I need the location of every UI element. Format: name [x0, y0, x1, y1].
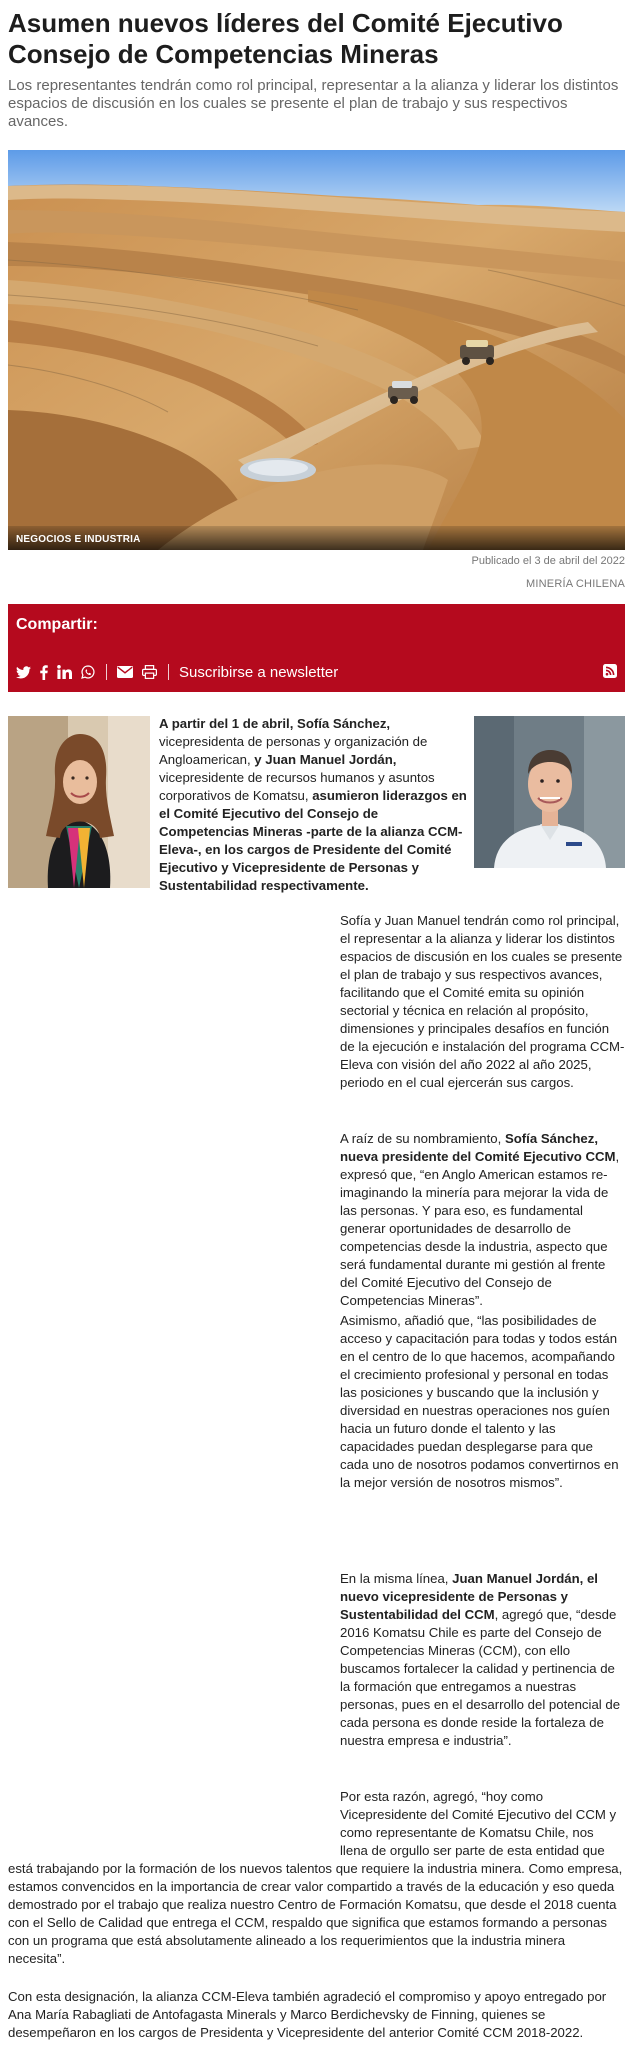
share-bar — [8, 604, 625, 692]
body-paragraph-6: Con esta designación, la alianza CCM-Eleva también agradeció el compromiso y apoyo entregado por Ana María Rabagliati de Antofagasta Minerals y Marco Berdichevsky de Finning, quienes se desempeñaron en los cargos de Presidenta y Vicepresidente del anterior Comité CCM 2018-2022. — [8, 1989, 607, 2040]
body-paragraph-5-continued: está trabajando por la formación de los nuevos talentos que requiere la industria minera. Como empresa, estamos convencidos en la importancia de crear valor compartido a través de la educación y eso queda demostrado por el trabajo que realiza nuestro Centro de Formación Komatsu, que desde el 2018 cuenta con el Sello de Calidad que entrega el CCM, respaldo que significa que estamos formando a personas con un programa que está absolutamente alineado a los requerimientos que la industria minera necesita”. — [8, 1861, 623, 1966]
body-paragraph-4: En la misma línea, Juan Manuel Jordán, el nuevo vicepresidente de Personas y Sustentabilidad del CCM, agregó que, “desde 2016 Komatsu Chile es parte del Consejo de Competencias Mineras (CCM), con ello buscamos fortalecer la calidad y pertinencia de la formación que entregamos a nuestras personas, pues en el desarrollo del potencial de cada persona es donde reside la fortaleza de nuestra empresa e industria”. — [340, 1571, 621, 1748]
source-label: MINERÍA CHILENA — [526, 578, 625, 590]
body-paragraph-1: Sofía y Juan Manuel tendrán como rol principal, el representar a la alianza y liderar los distintos espacios de discusión en los cuales se presente el plan de trabajo y sus respectivos avances, facilitando que el Comité emita su opinión sectorial y técnica en relación al propósito, dimensiones y principales desafíos en función de la ejecución e instalación del programa CCM-Eleva con visión del año 2022 al año 2025, periodo en el cual ejercerán sus cargos. — [340, 913, 625, 1090]
share-title: Compartir: — [16, 616, 98, 633]
bold-text: y Juan Manuel Jordán, — [254, 752, 397, 767]
body-paragraph-3: Asimismo, añadió que, “las posibilidades de acceso y capacitación para todas y todos están en el centro de lo que hacemos, acompañando el crecimiento profesional y personal en todas las posiciones y buscando que la inclusión y diversidad en nuestras operaciones nos guíen hacia un futuro donde el talento y las capacidades puedan desplegarse para que cada uno de nosotros podamos convertirnos en la mejor versión de nosotros mismos”. — [340, 1313, 619, 1490]
intro-paragraph: A partir del 1 de abril, Sofía Sánchez, vicepresidenta de personas y organización de Angloamerican, y Juan Manuel Jordán, vicepresidente de recursos humanos y asuntos corporativos de Komatsu, asumieron liderazgos en el Comité Ejecutivo del Consejo de Competencias Mineras -parte de la alianza CCM-Eleva-, en los cargos de Presidente del Comité Ejecutivo y Vicepresidente de Personas y Sustentabilidad respectivamente. — [159, 716, 467, 893]
rss-icon[interactable] — [603, 664, 617, 683]
share-divider — [168, 664, 169, 680]
twitter-icon[interactable] — [16, 666, 31, 679]
body-paragraph-2: A raíz de su nombramiento, Sofía Sánchez, nueva presidente del Comité Ejecutivo CCM, expresó que, “en Anglo American estamos re-imaginando la minería para mejorar la vida de las personas. Y para eso, es fundamental generar oportunidades de desarrollo de competencias desde la industria, aspecto que será fundamental durante mi gestión al frente del Comité Ejecutivo del Consejo de Competencias Mineras”. — [340, 1131, 620, 1308]
linkedin-icon[interactable] — [57, 665, 72, 679]
hero-image — [8, 150, 625, 550]
portrait-juan-manuel-jordan — [474, 716, 625, 868]
mine-pit-illustration — [8, 150, 625, 550]
bold-text: Juan Manuel Jordán, el nuevo vicepresidente de Personas y Sustentabilidad del CCM — [340, 1571, 598, 1622]
email-icon[interactable] — [117, 666, 133, 678]
share-divider — [106, 664, 107, 680]
article-title: Asumen nuevos líderes del Comité Ejecutivo Consejo de Competencias Mineras — [8, 8, 563, 69]
facebook-icon[interactable] — [40, 665, 48, 680]
share-icons-row — [16, 664, 617, 680]
bold-text: A partir del 1 de abril, Sofía Sánchez, — [159, 716, 391, 731]
hero-category-overlay — [8, 526, 625, 550]
category-tag[interactable]: NEGOCIOS E INDUSTRIA — [16, 534, 141, 545]
publish-date: Publicado el 3 de abril del 2022 — [471, 555, 625, 567]
print-icon[interactable] — [142, 665, 157, 679]
whatsapp-icon[interactable] — [81, 665, 95, 679]
body-paragraph-5-start: Por esta razón, agregó, “hoy como Vicepresidente del Comité Ejecutivo del CCM y como representante de Komatsu Chile, nos llena de orgullo ser parte de esta entidad que — [340, 1789, 617, 1858]
article-lead: Los representantes tendrán como rol principal, representar a la alianza y liderar los distintos espacios de discusión en los cuales se presente el plan de trabajo y sus respectivos avances. — [8, 77, 619, 130]
portrait-sofia-sanchez — [8, 716, 150, 888]
bold-text: asumieron liderazgos en el Comité Ejecutivo del Consejo de Competencias Mineras -parte de la alianza CCM-Eleva-, en los cargos de Presidente del Comité Ejecutivo y Vicepresidente de Personas y Sustentabilidad respectivamente. — [159, 788, 467, 893]
bold-text: Sofía Sánchez, nueva presidente del Comité Ejecutivo CCM — [340, 1131, 616, 1164]
newsletter-link[interactable]: Suscribirse a newsletter — [179, 663, 339, 681]
